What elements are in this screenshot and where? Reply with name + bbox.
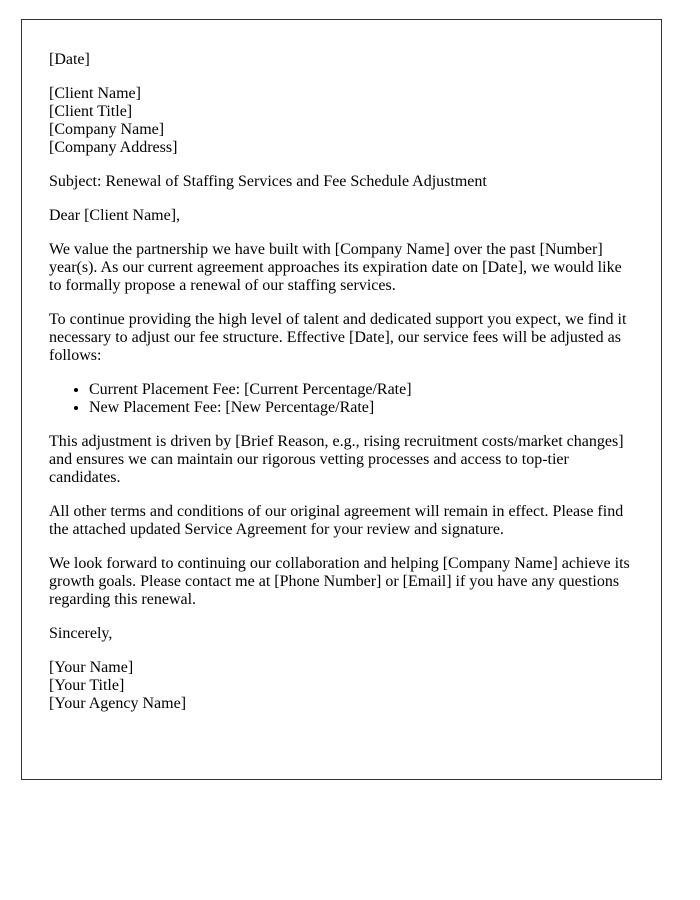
company-address-line: [Company Address] bbox=[49, 139, 178, 156]
client-title-line: [Client Title] bbox=[49, 103, 133, 120]
your-name-line: [Your Name] bbox=[49, 659, 134, 676]
letter-document bbox=[21, 19, 662, 780]
paragraph-terms: All other terms and conditions of our original agreement will remain in effect. Please find the attached updated Service Agreement for your review and signature. bbox=[49, 503, 624, 538]
paragraph-closing: We look forward to continuing our collaboration and helping [Company Name] achieve its growth goals. Please contact me at [Phone Number] or [Email] if you have any questions regarding this renewal. bbox=[49, 555, 630, 608]
date-line: [Date] bbox=[49, 51, 90, 68]
paragraph-adjustment-reason: This adjustment is driven by [Brief Reason, e.g., rising recruitment costs/market changes] and ensures we can maintain our rigorous vetting processes and access to top-tier candidates. bbox=[49, 433, 624, 486]
recipient-block bbox=[49, 85, 633, 157]
fee-list bbox=[49, 381, 633, 417]
subject-line: Subject: Renewal of Staffing Services and Fee Schedule Adjustment bbox=[49, 173, 487, 190]
client-name-line: [Client Name] bbox=[49, 85, 141, 102]
your-agency-line: [Your Agency Name] bbox=[49, 695, 187, 712]
paragraph-fee-structure: To continue providing the high level of talent and dedicated support you expect, we find it necessary to adjust our fee structure. Effective [Date], our service fees will be adjusted as follows: bbox=[49, 311, 627, 364]
fee-list-item-new: • New Placement Fee: [New Percentage/Rate] bbox=[89, 399, 633, 417]
signoff-line: Sincerely, bbox=[49, 625, 113, 642]
signature-block bbox=[49, 659, 633, 713]
company-name-line: [Company Name] bbox=[49, 121, 165, 138]
your-title-line: [Your Title] bbox=[49, 677, 125, 694]
fee-list-item-current: • Current Placement Fee: [Current Percentage/Rate] bbox=[89, 381, 633, 399]
paragraph-intro: We value the partnership we have built with [Company Name] over the past [Number] year(s). As our current agreement approaches its expiration date on [Date], we would like to formally propose a renewal of our staffing services. bbox=[49, 241, 622, 294]
salutation-line: Dear [Client Name], bbox=[49, 207, 181, 224]
